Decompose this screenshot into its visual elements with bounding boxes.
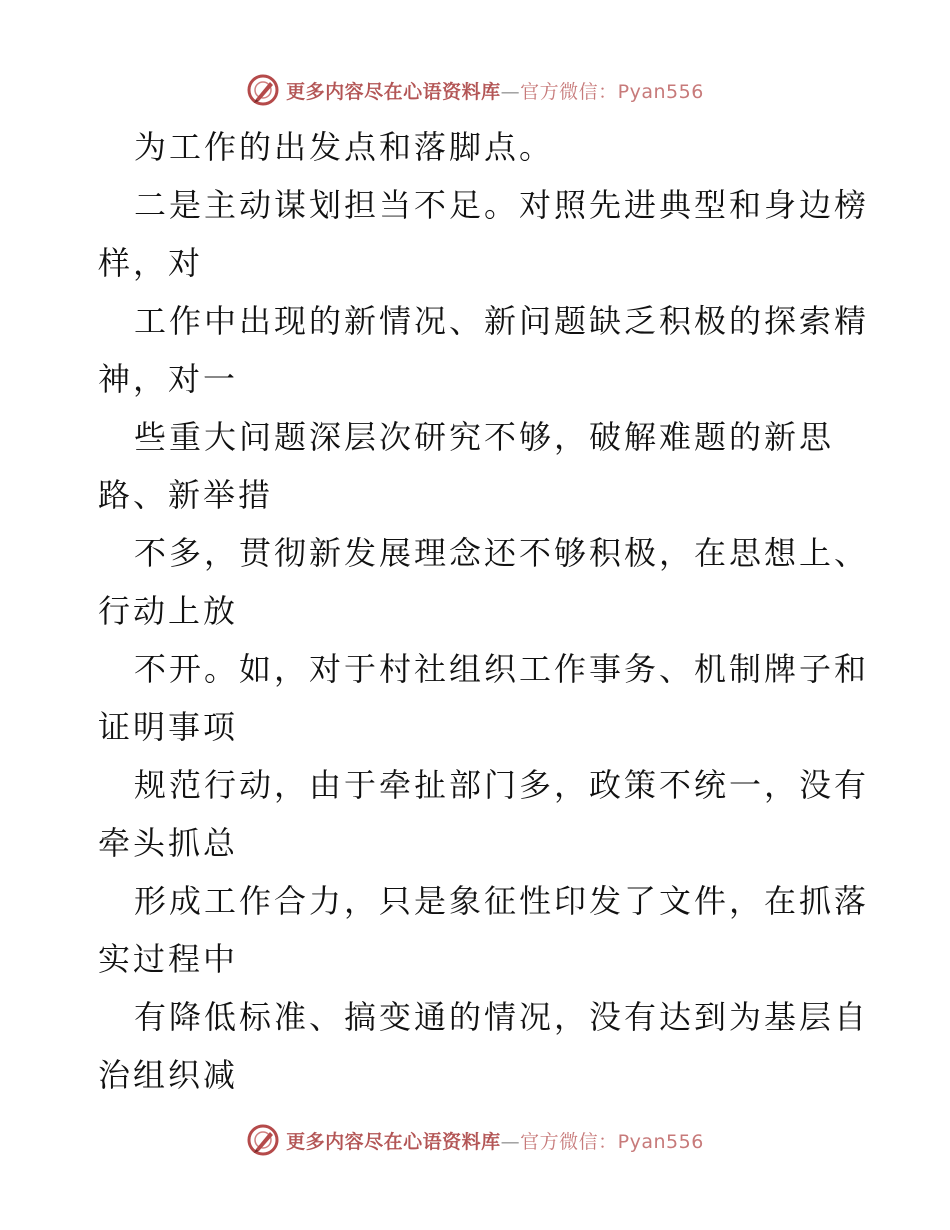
pen-nib-circle-icon	[246, 1123, 280, 1157]
text-line: 行动上放	[98, 592, 239, 630]
text-line: 证明事项	[98, 708, 239, 746]
pen-nib-circle-icon	[246, 73, 280, 107]
text-line: 实过程中	[98, 940, 239, 978]
text-line: 路、新举措	[98, 476, 274, 514]
header-watermark	[0, 70, 950, 110]
watermark-text	[286, 77, 704, 104]
text-line: 二是主动谋划担当不足。对照先进典型和身边榜	[134, 186, 870, 224]
watermark-contact: 官方微信：Pyan556	[520, 80, 704, 103]
text-line: 不开。如，对于村社组织工作事务、机制牌子和	[134, 650, 870, 688]
text-line: 有降低标准、搞变通的情况，没有达到为基层自	[134, 998, 870, 1036]
footer-watermark	[0, 1120, 950, 1160]
watermark-contact: 官方微信：Pyan556	[520, 1130, 704, 1153]
text-line: 治组织减	[98, 1056, 239, 1094]
text-line: 些重大问题深层次研究不够，破解难题的新思	[134, 418, 835, 456]
watermark-text	[286, 1127, 704, 1154]
watermark-main-text: 更多内容尽在心语资料库	[286, 1130, 501, 1153]
text-line: 神，对一	[98, 360, 239, 398]
text-line: 形成工作合力，只是象征性印发了文件，在抓落	[134, 882, 870, 920]
text-line: 工作中出现的新情况、新问题缺乏积极的探索精	[134, 302, 870, 340]
text-line: 为工作的出发点和落脚点。	[134, 128, 555, 166]
text-line: 牵头抓总	[98, 824, 239, 862]
watermark-separator: —	[500, 1130, 521, 1153]
document-body	[98, 118, 870, 1104]
text-line: 样，对	[98, 244, 204, 282]
text-line: 不多，贯彻新发展理念还不够积极，在思想上、	[134, 534, 870, 572]
watermark-separator: —	[500, 80, 521, 103]
text-line: 规范行动，由于牵扯部门多，政策不统一，没有	[134, 766, 870, 804]
watermark-main-text: 更多内容尽在心语资料库	[286, 80, 501, 103]
